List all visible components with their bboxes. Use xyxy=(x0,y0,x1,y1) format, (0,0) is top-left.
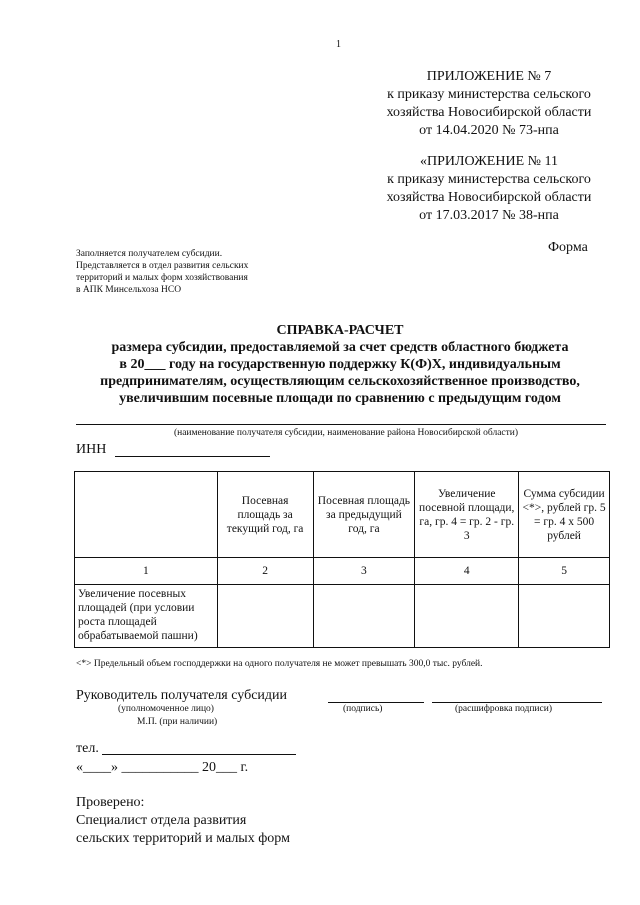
subsidy-amount-cell[interactable] xyxy=(519,585,610,648)
appendix-7-line2: к приказу министерства сельского xyxy=(387,87,591,102)
page-number: 1 xyxy=(336,39,341,50)
appendix-7-line4: от 14.04.2020 № 73-нпа xyxy=(419,123,559,138)
signature-decode-line[interactable] xyxy=(432,702,602,703)
appendix-7-line3: хозяйства Новосибирской области xyxy=(386,105,592,120)
column-number-2: 2 xyxy=(217,558,313,585)
header-cell-4: Увеличение посевной площади, га, гр. 4 = гр. 2 - гр. 3 xyxy=(415,472,519,558)
stamp-caption: М.П. (при наличии) xyxy=(137,717,218,727)
appendix-7-line1: ПРИЛОЖЕНИЕ № 7 xyxy=(426,69,552,84)
tel-label: тел. xyxy=(76,741,99,756)
date-line: «____» ___________ 20___ г. xyxy=(76,760,249,775)
column-number-5: 5 xyxy=(519,558,610,585)
appendix-11-header xyxy=(360,153,618,225)
checked-line1: Проверено: xyxy=(76,795,145,810)
signature-decode-caption: (расшифровка подписи) xyxy=(455,704,552,714)
current-year-area-cell[interactable] xyxy=(217,585,313,648)
appendix-11-line1: «ПРИЛОЖЕНИЕ № 11 xyxy=(420,154,558,169)
title-line4: предпринимателям, осуществляющим сельскохозяйственное производство, xyxy=(100,374,580,389)
title-line3: в 20___ году на государственную поддержку К(Ф)Х, индивидуальным xyxy=(119,357,561,372)
filler-note xyxy=(76,248,296,296)
checked-line3: сельских территорий и малых форм xyxy=(76,831,290,846)
signature-line[interactable] xyxy=(328,702,424,703)
inn-field-line[interactable] xyxy=(115,456,270,457)
title-line1: СПРАВКА-РАСЧЕТ xyxy=(276,323,404,338)
filler-note-line4: в АПК Минсельхоза НСО xyxy=(76,285,182,295)
title-line5: увеличившим посевные площади по сравнению с предыдущим годом xyxy=(119,391,561,406)
header-cell-3: Посевная площадь за предыдущий год, га xyxy=(313,472,415,558)
tel-field-line[interactable] xyxy=(102,754,296,755)
checked-block xyxy=(76,794,290,848)
table-header-row xyxy=(75,472,610,558)
header-cell-1 xyxy=(75,472,218,558)
row-label: Увеличение посевных площадей (при условии роста площадей обрабатываемой пашни) xyxy=(75,585,218,648)
recipient-caption: (наименование получателя субсидии, наименование района Новосибирской области) xyxy=(173,428,519,438)
inn-label: ИНН xyxy=(76,442,107,457)
header-cell-2: Посевная площадь за текущий год, га xyxy=(217,472,313,558)
authorized-person-caption: (уполномоченное лицо) xyxy=(118,704,214,714)
previous-year-area-cell[interactable] xyxy=(313,585,415,648)
header-cell-5: Сумма субсидии <*>, рублей гр. 5 = гр. 4 х 500 рублей xyxy=(519,472,610,558)
leader-label: Руководитель получателя субсидии xyxy=(76,688,288,703)
calculation-table xyxy=(74,471,610,648)
area-increase-cell[interactable] xyxy=(415,585,519,648)
filler-note-line3: территорий и малых форм хозяйствования xyxy=(76,273,248,283)
column-number-row xyxy=(75,558,610,585)
recipient-name-line[interactable] xyxy=(76,424,606,425)
document-title xyxy=(70,322,610,407)
appendix-11-line4: от 17.03.2017 № 38-нпа xyxy=(419,208,559,223)
form-label: Форма xyxy=(548,240,588,255)
column-number-4: 4 xyxy=(415,558,519,585)
checked-line2: Специалист отдела развития xyxy=(76,813,247,828)
table-row xyxy=(75,585,610,648)
appendix-11-line2: к приказу министерства сельского xyxy=(387,172,591,187)
appendix-11-line3: хозяйства Новосибирской области xyxy=(386,190,592,205)
footnote: <*> Предельный объем господдержки на одного получателя не может превышать 300,0 тыс. рублей. xyxy=(76,659,483,669)
filler-note-line1: Заполняется получателем субсидии. xyxy=(76,249,223,259)
filler-note-line2: Представляется в отдел развития сельских xyxy=(76,261,249,271)
appendix-7-header xyxy=(360,68,618,140)
signature-caption: (подпись) xyxy=(343,704,383,714)
title-line2: размера субсидии, предоставляемой за счет средств областного бюджета xyxy=(111,340,569,355)
column-number-1: 1 xyxy=(75,558,218,585)
column-number-3: 3 xyxy=(313,558,415,585)
